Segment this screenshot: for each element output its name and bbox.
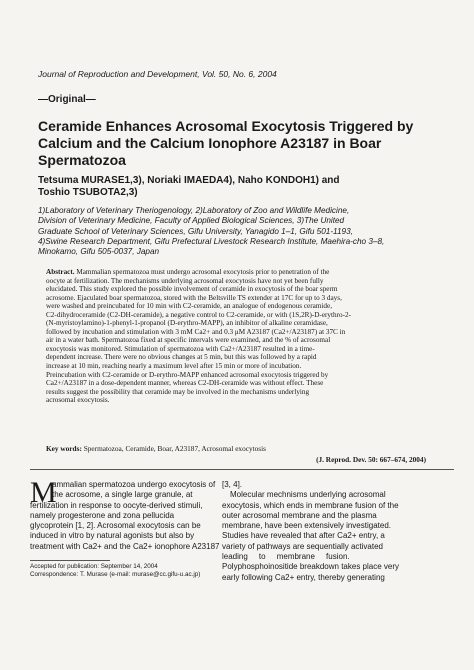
body-line: Studies have revealed that after Ca2+ entry, a [222, 531, 385, 541]
affiliations [38, 206, 448, 257]
abstract-line: air in a water bath. Spermatozoa fixed at specific intervals were examined, and the % of acrosomal [46, 336, 331, 345]
abstract-label: Abstract. [46, 268, 75, 276]
footnote-correspondence: Correspondence: T. Murase (e-mail: murase@cc.gifu-u.ac.jp) [30, 571, 201, 578]
keywords-label: Key words: [46, 444, 82, 453]
abstract-line: Ca2+/A23187 in a dose-dependent manner, whereas C2-DH-ceramide was without effect. These [46, 379, 324, 388]
keywords [46, 444, 426, 453]
body-line: Molecular mechnisms underlying acrosomal [230, 490, 386, 500]
keywords-text: Spermatozoa, Ceramide, Boar, A23187, Acrosomal exocytosis [83, 444, 266, 453]
abstract-line: increase at 10 min, reaching nearly a maximum level after 15 min or more of incubation. [46, 362, 302, 371]
abstract-line: acrosome. Ejaculated boar spermatozoa, stored with the Beltsville TS extender at 17C for up to 3 days, [46, 293, 342, 302]
citation: (J. Reprod. Dev. 50: 667–674, 2004) [316, 455, 426, 464]
body-column-left [30, 476, 220, 552]
abstract-line: results suggest the possibility that ceramide may be involved in the mechanisms underlying [46, 387, 310, 396]
abstract-line: oocyte at fertilization. The mechanisms underlying acrosomal exocytosis have not yet been fully [46, 276, 324, 285]
abstract-text: Mammalian spermatozoa must undergo acrosomal exocytosis prior to penetration of the [76, 268, 330, 276]
body-line: Polyphosphoinositide breakdown takes place very [222, 562, 399, 572]
journal-header: Journal of Reproduction and Development, Vol. 50, No. 6, 2004 [38, 69, 277, 79]
title-line: Spermatozoa [38, 152, 126, 168]
abstract-line: exocytosis was monitored. Stimulation of spermatozoa with Ca2+/A23187 resulted in a time- [46, 344, 315, 353]
affiliation-line: Minokamo, Gifu 505-0037, Japan [38, 247, 160, 257]
body-line: fertilization in response to oocyte-derived stimuli, [30, 500, 203, 510]
abstract-line: were washed and preincubated for 10 min with C2-ceramide, an analogue of endogenous ceramide, [46, 302, 332, 311]
affiliation-line: Graduate School of Veterinary Sciences, Gifu University, Yanagido 1–1, Gifu 501-1193, [38, 226, 353, 236]
abstract-line: dependent increase. There were no obvious changes at 5 min, but this was followed by a rapid [46, 353, 317, 362]
title-line: Ceramide Enhances Acrosomal Exocytosis Triggered by [38, 118, 414, 134]
abstract-line: elucidated. This study explored the possible involvement of ceramide in exocytosis of the boar sperm [46, 285, 338, 294]
body-line: glycoprotein [1, 2]. Acrosomal exocytosis can be [30, 521, 201, 531]
affiliation-line: Division of Veterinary Medicine, Faculty of Applied Biological Sciences, 3)The United [38, 216, 345, 226]
body-line: ammalian spermatozoa undergo exocytosis of [52, 480, 216, 489]
body-line: exocytosis, which ends in membrane fusion of the [222, 500, 399, 510]
body-line: namely progesterone and zona pellucida [30, 510, 175, 520]
footnote-accepted: Accepted for publication: September 14, 2004 [30, 563, 158, 570]
body-column-right [222, 480, 452, 583]
body-line: leading to membrane fusion. [222, 552, 350, 562]
body-line: outer acrosomal membrane and the plasma [222, 510, 377, 520]
abstract-line: acrosomal exocytosis. [46, 396, 110, 405]
authors-line: Toshio TSUBOTA2,3) [38, 187, 138, 198]
abstract-line: Preincubation with C2-ceramide or D-erythro-MAPP enhanced acrosomal exocytosis triggered by [46, 370, 329, 379]
section-divider [30, 469, 454, 470]
body-line: early following Ca2+ entry, thereby generating [222, 572, 385, 582]
abstract [46, 268, 426, 405]
abstract-line: followed by incubation and stimulation with 3 mM Ca2+ and 0.3 μM A23187 (Ca2+/A23187) at 37C in [46, 327, 346, 336]
body-line: induced in vitro by natural agonists but also by [30, 531, 195, 541]
paper-title [38, 118, 438, 169]
body-line: membrane, have been extensively investigated. [222, 521, 391, 531]
drop-cap: M [30, 476, 57, 509]
affiliation-line: 1)Laboratory of Veterinary Theriogenology, 2)Laboratory of Zoo and Wildlife Medicine, [38, 206, 350, 215]
authors-line: Tetsuma MURASE1,3), Noriaki IMAEDA4), Naho KONDOH1) and [38, 175, 340, 186]
abstract-line: C2-dihydroceramide (C2-DH-ceramide), a negative control to C2-ceramide, or with (1S,2R)-D-erythro-2- [46, 310, 351, 319]
abstract-line: (N-myristoylamino)-1-phenyl-1-propanol (D-erythro-MAPP), an inhibitor of alkaline ceramidase, [46, 319, 328, 328]
affiliation-line: 4)Swine Research Department, Gifu Prefectural Livestock Research Institute, Maehira-cho 3–8, [38, 236, 385, 246]
body-line: treatment with Ca2+ and the Ca2+ ionophore A23187 [30, 541, 220, 551]
abstract-line [46, 268, 426, 277]
authors [38, 175, 448, 199]
body-line: the acrosome, a single large granule, at [52, 490, 193, 500]
section-label: —Original— [38, 94, 96, 105]
footnote-divider [30, 560, 110, 561]
footnotes [30, 563, 200, 579]
body-line: variety of pathways are sequentially activated [222, 541, 383, 551]
title-line: Calcium and the Calcium Ionophore A23187 in Boar [38, 135, 382, 151]
body-line: [3, 4]. [222, 480, 243, 489]
